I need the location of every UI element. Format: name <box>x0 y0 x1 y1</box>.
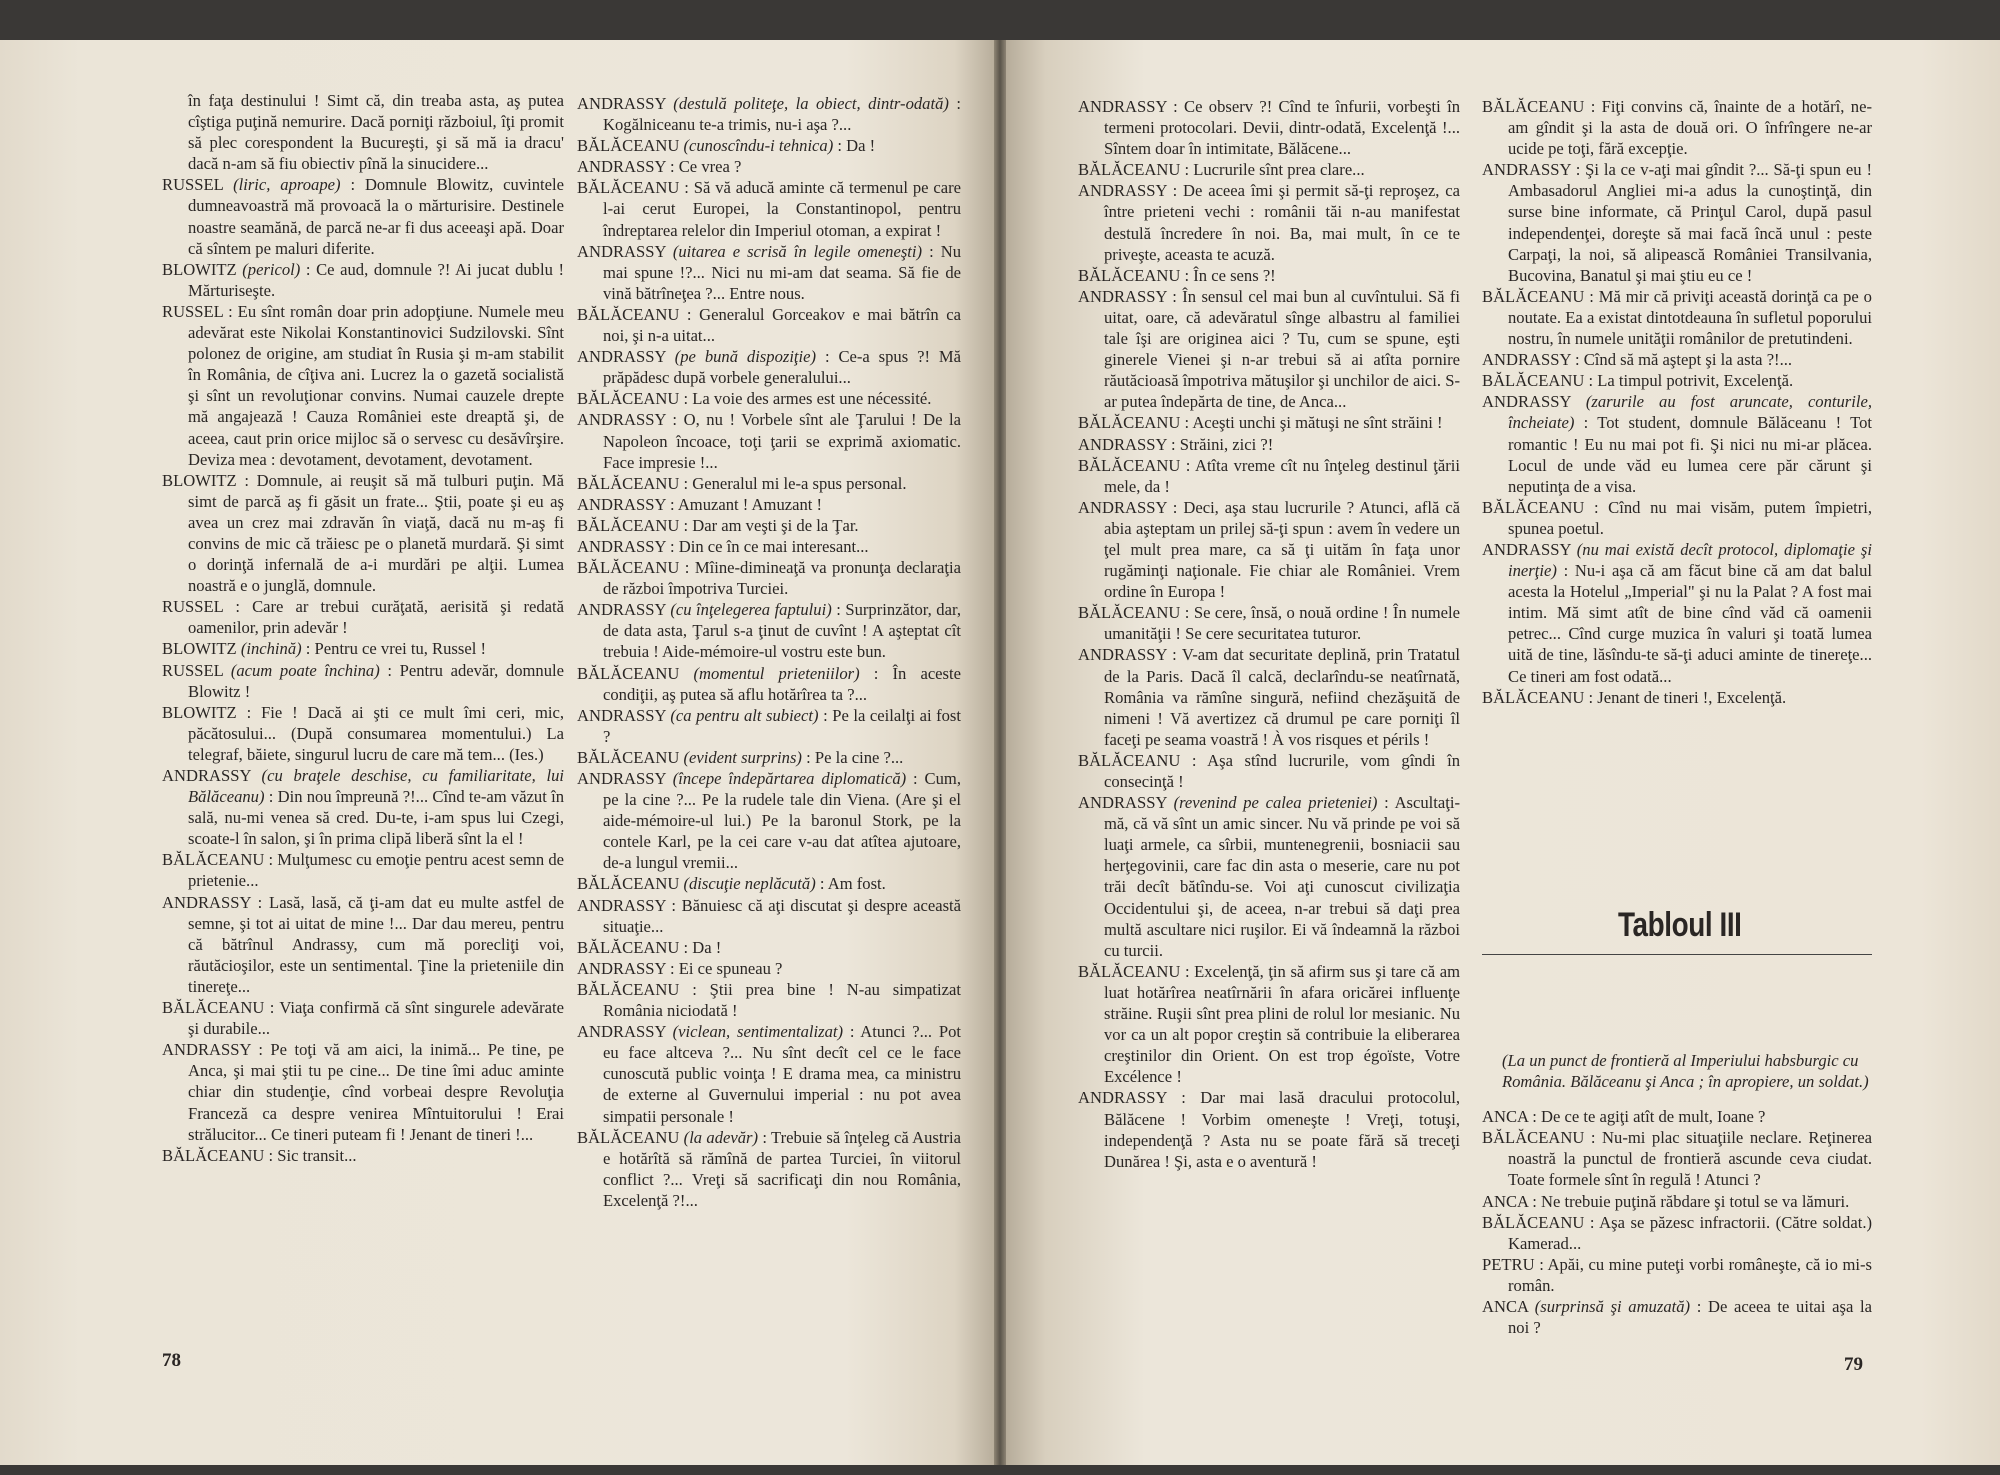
speaker-name: RUSSEL <box>162 175 224 195</box>
speaker-name: BĂLĂCEANU <box>1078 603 1181 623</box>
dialogue-line <box>1482 1106 1872 1127</box>
speaker-name: ANDRASSY <box>577 494 666 514</box>
dialogue-text: : Eu sînt român doar prin adopţiune. Numele meu adevărat este Nikolai Konstantinovici Sudzilovski. Sînt polonez de origine, am studiat în Rusia şi m-am stabilit în România, de cîţiva ani. Lucrez la o gazetă socialistă şi sînt un revoluţionar convins. Numai cauzele drepte mă angajează ! Cauza României este dreaptă şi, de aceea, caut prin orice mijloc să o servesc cu desăvîrşire. Deviza mea : devotament, devotament, devotament. <box>188 301 564 469</box>
dialogue-text: : De ce te agiţi atît de mult, Ioane ? <box>1532 1107 1766 1127</box>
dialogue-line <box>162 259 564 301</box>
speaker-name: ANCA <box>1482 1191 1529 1211</box>
speaker-name: BĂLĂCEANU <box>1078 750 1181 770</box>
dialogue-text: : Jenant de tineri !, Excelenţă. <box>1588 687 1787 707</box>
stage-note: (începe îndepărtarea diplomatică) <box>672 769 907 788</box>
speaker-name: BĂLĂCEANU <box>577 937 680 957</box>
speaker-name: BĂLĂCEANU <box>577 1127 680 1147</box>
speaker-name: ANDRASSY <box>1078 434 1167 454</box>
dialogue-text: : De aceea te uitai aşa la noi ? <box>1508 1297 1872 1338</box>
dialogue-line <box>1482 349 1872 370</box>
dialogue-line <box>577 346 961 388</box>
dialogue-line <box>577 768 961 873</box>
dialogue-line <box>162 660 564 702</box>
dialogue-text: : Domnule, ai reuşit să mă tulburi puţin. Mă simt de parcă aş fi găsit un frate... Ştii, poate şi eu aş avea un crez mai zdravăn în viaţă, dacă nu m-aş fi convins de mic că trăiesc pe o planetă murdară. Şi simt o dorinţă infernală de a-i murdări pe alţii. Lumea noastră e o junglă, domnule. <box>188 470 564 596</box>
dialogue-text: : Tot student, domnule Bălăceanu ! Tot romantic ! Eu nu mai pot fi. Şi nici nu mi-ar plăcea. Locul de unde văd eu lumea cere păr cărunt şi neputinţa de a visa. <box>1508 413 1872 496</box>
speaker-name: ANDRASSY <box>1078 97 1167 116</box>
speaker-name: BĂLĂCEANU <box>1482 1128 1585 1148</box>
stage-note: (nu mai există decît protocol, diplomaţie şi inerţie) <box>1508 539 1872 581</box>
dialogue-text: : Fiţi convins că, înainte de a hotărî, ne-am gîndit şi la asta de două ori. O înfrîngere ne-ar ucide pe toţi, fără excepţie. <box>1508 97 1872 159</box>
speaker-name: ANCA <box>1482 1107 1529 1127</box>
dialogue-line <box>577 1127 961 1211</box>
dialogue-text: : Ce vrea ? <box>669 157 742 177</box>
dialogue-text: : În ce sens ?! <box>1184 265 1276 285</box>
speaker-name: BĂLĂCEANU <box>577 663 680 683</box>
dialogue-text: : Ce observ ?! Cînd te înfurii, vorbeşti în termeni protocolari. Devii, dintr-odată, Excelenţă !... Sîntem doar în intimitate, Bălăcene... <box>1104 97 1460 159</box>
stage-note: (discuţie neplăcută) <box>683 874 816 894</box>
speaker-name: ANDRASSY <box>1482 392 1571 412</box>
dialogue-line <box>577 473 961 494</box>
speaker-name: ANDRASSY <box>577 600 666 620</box>
dialogue-line <box>1078 750 1460 792</box>
speaker-name: ANDRASSY <box>577 958 666 978</box>
dialogue-text: : Trebuie să înţeleg că Austria e hotărîtă să rămînă de partea Turciei, în viitorul conflict ?... Vreţi să sacrificaţi din nou România, Excelenţă ?!... <box>603 1127 962 1210</box>
right-column-2-bottom <box>1482 1050 1872 1338</box>
stage-note: (zarurile au fost aruncate, conturile, încheiate) <box>1508 392 1873 433</box>
stage-note: (ca pentru alt subiect) <box>670 705 819 725</box>
dialogue-line <box>577 557 961 599</box>
dialogue-text: : Din nou împreună ?!... Cînd te-am văzut în sală, nu-mi venea să cred. Du-te, i-am spus lui Czegi, scoate-l în salon, şi în prima clipă liberă sînt la el ! <box>188 787 564 849</box>
dialogue-line <box>577 241 961 304</box>
dialogue-text: : Aşa se păzesc infractorii. (Către soldat.) Kamerad... <box>1508 1212 1872 1253</box>
dialogue-text: : Am fost. <box>819 874 886 894</box>
tableau-heading: Tabloul III <box>1618 906 1742 944</box>
dialogue-text: : Aceşti unchi şi mătuşi ne sînt străini ! <box>1184 413 1443 433</box>
dialogue-line <box>1078 602 1460 644</box>
dialogue-text: : Fie ! Dacă ai şti ce mult îmi ceri, mic, păcătosului... (După consumarea momentului.) La telegraf, băiete, singurul lucru de care mă tem... (Ies.) <box>188 702 564 764</box>
dialogue-text: : O, nu ! Vorbele sînt ale Ţarului ! De la Napoleon încoace, toţi ţarii se exprimă axiomatic. Face impresie !... <box>603 410 961 472</box>
dialogue-line <box>162 596 564 638</box>
dialogue-line <box>1482 370 1872 391</box>
dialogue-line <box>577 93 961 135</box>
dialogue-text: : Pe la ceilalţi ai fost ? <box>603 705 961 746</box>
dialogue-line <box>162 1145 564 1166</box>
dialogue-line <box>1078 1087 1460 1171</box>
stage-note: (liric, aproape) <box>233 175 341 195</box>
dialogue-text: : Bănuiesc că aţi discutat şi despre această situaţie... <box>603 895 962 936</box>
dialogue-line <box>162 892 564 997</box>
speaker-name: BĂLĂCEANU <box>1482 371 1585 391</box>
speaker-name: BĂLĂCEANU <box>1078 413 1181 433</box>
dialogue-text: : Deci, aşa stau lucrurile ? Atunci, află că abia aşteptam un prilej să-ţi spun : avem în vedere un ţel mult prea mare, ca să ţi uităm în faţa unor rugăminţi naţionale. Fie chiar ale României. Vrem ordine în Europa ! <box>1104 497 1460 602</box>
speaker-name: ANDRASSY <box>577 1022 666 1042</box>
speaker-name: ANDRASSY <box>1078 286 1167 306</box>
left-page <box>0 40 994 1465</box>
right-column-2 <box>1482 96 1872 708</box>
stage-note: (acum poate închina) <box>230 660 380 680</box>
dialogue-text: : Kogălniceanu te-a trimis, nu-i aşa ?... <box>603 94 961 135</box>
dialogue-text: : Dar am veşti şi de la Ţar. <box>683 515 859 535</box>
heading-rule <box>1482 954 1872 955</box>
page-number-right: 79 <box>1844 1354 1863 1375</box>
right-column-1 <box>1078 96 1460 1172</box>
speaker-name: BĂLĂCEANU <box>1482 1212 1585 1232</box>
dialogue-text: : În aceste condiţii, aş putea să aflu hotărîrea ta ?... <box>603 663 961 704</box>
dialogue-line <box>162 1039 564 1144</box>
speaker-name: ANDRASSY <box>162 766 251 785</box>
dialogue-line <box>1078 497 1460 602</box>
dialogue-text: : Care ar trebui curăţată, aerisită şi redată oamenilor, prin adevăr ! <box>188 597 564 638</box>
speaker-name: BĂLĂCEANU <box>577 136 680 156</box>
dialogue-text: : Domnule Blowitz, cuvintele dumneavoastră mă provoacă la o mărturisire. Destinele noastre seamănă, de parcă ne-ar fi dus aceeaşi apă. Doar că sîntem pe maluri diferite. <box>188 175 565 258</box>
dialogue-line <box>577 705 961 747</box>
dialogue-line <box>577 747 961 768</box>
speaker-name: ANDRASSY <box>577 895 666 915</box>
dialogue-text: : În sensul cel mai bun al cuvîntului. Să fi uitat, oare, că adevăratul sînge albastru al familiei tale îşi are originea aici ? Tu, cum se spune, eşti ginerele Vienei şi n-ar trebui să ai atîta pornire răutăcioasă împotriva mătuşilor şi unchilor de aici. S-ar putea îndepărta de tine, de Anca... <box>1104 286 1460 412</box>
dialogue-text: : Din ce în ce mai interesant... <box>669 536 869 556</box>
speaker-name: BĂLĂCEANU <box>1078 455 1181 475</box>
speaker-name: BĂLĂCEANU <box>162 1145 265 1165</box>
dialogue-text: : Lucrurile sînt prea clare... <box>1184 160 1365 180</box>
speaker-name: ANDRASSY <box>577 347 666 367</box>
dialogue-line <box>1078 434 1460 455</box>
speaker-name: BĂLĂCEANU <box>1482 497 1585 517</box>
speaker-name: BLOWITZ <box>162 259 237 279</box>
dialogue-line <box>577 979 961 1021</box>
dialogue-text: : Pe toţi vă am aici, la inimă... Pe tine, pe Anca, şi mai ştii tu pe cine... De tine îmi aduc aminte chiar din studenţie, cînd vorbeai despre Revoluţia Franceză ca despre venirea Mîntuitorului ! Erai strălucitor... Ce tineri puteam fi ! Jenant de tineri !... <box>188 1040 564 1144</box>
dialogue-text: : Da ! <box>683 937 722 957</box>
book-gutter <box>994 40 1006 1465</box>
dialogue-text: : Generalul Gorceakov e mai bătrîn ca noi, şi n-a uitat... <box>603 304 961 346</box>
dialogue-text: : Apăi, cu mine puteţi vorbi româneşte, că io mi-s român. <box>1508 1254 1872 1295</box>
dialogue-line <box>1482 1296 1872 1338</box>
speaker-name: BĂLĂCEANU <box>577 979 680 999</box>
dialogue-line <box>1078 159 1460 180</box>
speaker-name: ANDRASSY <box>1078 793 1167 813</box>
speaker-name: RUSSEL <box>162 301 224 321</box>
dialogue-text: : Pentru ce vrei tu, Russel ! <box>305 639 486 659</box>
speaker-name: ANDRASSY <box>162 1040 251 1060</box>
dialogue-line <box>1482 539 1872 687</box>
dialogue-line <box>162 90 564 174</box>
dialogue-text: : Ascultaţi-mă, că vă sînt un amic sincer. Nu vă prinde pe voi să luaţi armele, ca sîrbii, muntenegrenii, bosniacii sau herţegovinii, care fac din asta o meserie, care nu pot trăi decît bătîndu-se. Voi aţi cunoscut civilizaţia Occidentului şi, de aceea, n-ar trebui să daţi prea multă ascultare nici ruşilor. Ei vă îndeamnă la război cu turcii. <box>1104 793 1461 960</box>
dialogue-line <box>1482 1254 1872 1296</box>
dialogue-text: : Mîine-dimineaţă va pronunţa declaraţia de război împotriva Turciei. <box>603 558 961 599</box>
dialogue-line <box>1482 159 1872 286</box>
dialogue-text: : Excelenţă, ţin să afirm sus şi tare că am luat hotărîrea neatîrnării în afara oricărei influenţe străine. Ruşii sînt prea plini de rolul lor mesianic. Nu vor ca un alt popor creştin să contribuie la eliberarea creştinilor din Orient. On est trop égoïste, Votre Excélence ! <box>1104 961 1460 1087</box>
dialogue-line <box>1078 96 1460 159</box>
tableau-dialogue <box>1482 1106 1872 1338</box>
left-column-2 <box>577 93 961 1211</box>
dialogue-text: : Surprinzător, dar, de data asta, Ţarul s-a ţinut de cuvînt ! A aşteptat cît trebuia ! Aide-mémoire-ul vostru este bun. <box>603 600 961 662</box>
stage-direction: (La un punct de frontieră al Imperiului habsburgic cu România. Bălăceanu şi Anca ; în apropiere, un soldat.) <box>1502 1051 1869 1092</box>
dialogue-text: : Cum, pe la cine ?... Pe la rudele tale din Viena. (Are şi el aide-mémoire-ul lui.) Pe la baronul Stork, pe la contele Karl, pe la cei care v-au dat atîtea ajutoare, de-a lungul vremii... <box>603 769 961 873</box>
dialogue-text: : Lasă, lasă, că ţi-am dat eu multe astfel de semne, şi tot ai uitat de mine !... Dar dau mereu, pentru că bătrînul Andrassy, cum mă porecliţi voi, răutăcioşilor, este un sentimental. Ţine la prieteniile din tinereţe... <box>188 892 564 996</box>
page-number-left: 78 <box>162 1350 181 1371</box>
dialogue-line <box>162 849 564 891</box>
speaker-name: ANDRASSY <box>577 769 666 788</box>
dialogue-line <box>577 895 961 937</box>
speaker-name: ANDRASSY <box>577 157 666 177</box>
speaker-name: PETRU <box>1482 1254 1535 1274</box>
speaker-name: ANDRASSY <box>162 892 251 912</box>
stage-note: (viclean, sentimentalizat) <box>672 1022 844 1042</box>
speaker-name: ANDRASSY <box>1078 645 1167 665</box>
stage-note: (cunoscîndu-i tehnica) <box>683 136 834 156</box>
speaker-name: BĂLĂCEANU <box>577 874 680 894</box>
dialogue-text: : Aşa stînd lucrurile, vom gîndi în consecinţă ! <box>1104 750 1460 791</box>
dialogue-text: : Să vă aducă aminte că termenul pe care l-ai cerut Europei, la Constantinopol, pentru îndreptarea relelor din Imperiul otoman, a expirat ! <box>603 178 961 240</box>
dialogue-line <box>1078 961 1460 1088</box>
dialogue-text: : Mă mir că priviţi această dorinţă ca pe o noutate. Ea a existat dintotdeauna în sufletul poporului nostru, în numele unităţii românilor de pretutindeni. <box>1508 286 1872 349</box>
stage-note: (cu înţelegerea faptului) <box>670 600 832 620</box>
dialogue-line <box>577 599 961 662</box>
dialogue-line <box>577 958 961 979</box>
dialogue-text: : Pe la cine ?... <box>806 747 904 767</box>
dialogue-text: : Ştii prea bine ! N-au simpatizat România niciodată ! <box>603 979 961 1021</box>
stage-note: (pe bună dispoziţie) <box>674 347 817 367</box>
dialogue-text: : Atunci ?... Pot eu face altceva ?... Nu sînt decît cel ce le face cunoscută public voinţa ! E drama mea, ca ministru de externe al Guvernului imperial : nu pot avea simpatii personale ! <box>603 1022 961 1126</box>
dialogue-line <box>577 388 961 409</box>
dialogue-line <box>1482 1191 1872 1212</box>
right-page <box>1006 40 2000 1465</box>
dialogue-line <box>577 937 961 958</box>
stage-note: (inchină) <box>240 639 302 659</box>
stage-note: (uitarea e scrisă în legile omeneşti) <box>672 241 923 261</box>
dialogue-text: : Şi la ce v-aţi mai gîndit ?... Să-ţi spun eu ! Ambasadorul Angliei mi-a adus la cunoştinţă, din surse bine informate, că Prinţul Carol, după pasul independenţei, doreşte să mai facă încă unul : peste Carpaţi, la noi, să alipească României Transilvania, Bucovina, Banatul şi mai ştiu eu ce ! <box>1508 160 1872 285</box>
dialogue-line <box>1078 412 1460 433</box>
dialogue-line <box>162 765 564 849</box>
right-column-2-top <box>1482 96 1872 708</box>
dialogue-line <box>1078 265 1460 286</box>
dialogue-line <box>1482 497 1872 539</box>
dialogue-line <box>1078 455 1460 497</box>
speaker-name: RUSSEL <box>162 660 224 680</box>
speaker-name: ANDRASSY <box>1482 350 1571 370</box>
stage-note: (surprinsă şi amuzată) <box>1534 1297 1691 1317</box>
dialogue-line <box>1482 391 1872 496</box>
dialogue-text: : Cînd nu mai visăm, putem împietri, spunea poetul. <box>1508 497 1872 538</box>
dialogue-line <box>162 301 564 470</box>
dialogue-text: : La voie des armes est une nécessité. <box>683 389 932 409</box>
stage-note: (momentul prieteniilor) <box>693 663 860 683</box>
dialogue-text: : Mulţumesc cu emoţie pentru acest semn de prietenie... <box>188 850 564 891</box>
dialogue-line <box>577 177 961 240</box>
stage-note: (evident surprins) <box>683 747 802 767</box>
dialogue-line <box>577 494 961 515</box>
speaker-name: ANDRASSY <box>577 536 666 556</box>
dialogue-line <box>577 156 961 177</box>
dialogue-text: : Viaţa confirmă că sînt singurele adevărate şi durabile... <box>188 998 564 1039</box>
dialogue-line <box>162 702 564 765</box>
stage-note: (revenind pe calea prieteniei) <box>1173 793 1378 813</box>
speaker-name: BĂLĂCEANU <box>577 178 680 198</box>
dialogue-text: : Nu-mi plac situaţiile neclare. Reţinerea noastră la punctul de frontieră ascunde ceva ciudat. Toate formele sînt în regulă ! Atunci ? <box>1508 1128 1872 1190</box>
speaker-name: BĂLĂCEANU <box>577 747 680 767</box>
stage-note: (pericol) <box>242 259 301 279</box>
speaker-name: BĂLĂCEANU <box>1078 160 1181 180</box>
speaker-name: ANDRASSY <box>1078 497 1167 517</box>
dialogue-text: : Se cere, însă, o nouă ordine ! În numele umanităţii ! Se cere securitatea tuturor. <box>1104 603 1460 644</box>
dialogue-text: : Da ! <box>837 136 876 156</box>
dialogue-text: : V-am dat securitate deplină, prin Tratatul de la Paris. Dacă îl calcă, declarîndu-se neatîrnată, România va rămîne singură, nefiind chezăşuită de nimeni ! Vă avertizez că drumul pe care porniţi îl faceţi pe seama voastră ! À vos risques et périls ! <box>1104 645 1460 749</box>
speaker-name: ANDRASSY <box>577 241 666 261</box>
speaker-name: BĂLĂCEANU <box>1078 265 1181 285</box>
dialogue-line <box>1482 687 1872 708</box>
dialogue-text: : Nu mai spune !?... Nici nu mi-am dat seama. Să fie de vină bătrîneţea ?... Entre nous. <box>603 241 961 303</box>
dialogue-line <box>162 638 564 659</box>
speaker-name: BĂLĂCEANU <box>577 515 680 535</box>
speaker-name: BLOWITZ <box>162 470 237 490</box>
speaker-name: BĂLĂCEANU <box>162 850 265 870</box>
dialogue-text: : La timpul potrivit, Excelenţă. <box>1588 371 1794 391</box>
dialogue-text: : Cînd să mă aştept şi la asta ?!... <box>1574 350 1793 370</box>
dialogue-text: : Atîta vreme cît nu înţeleg destinul ţării mele, da ! <box>1104 455 1460 496</box>
speaker-name: BĂLĂCEANU <box>1482 286 1585 306</box>
speaker-name: ANDRASSY <box>577 705 666 725</box>
speaker-name: BĂLĂCEANU <box>577 473 680 493</box>
dialogue-line <box>577 135 961 156</box>
dialogue-line <box>577 873 961 894</box>
speaker-name: BĂLĂCEANU <box>577 558 680 578</box>
speaker-name: ANDRASSY <box>1078 181 1167 201</box>
dialogue-text: : Pentru adevăr, domnule Blowitz ! <box>188 660 564 701</box>
dialogue-text: : De aceea îmi şi permit să-ţi reproşez, ca între prieteni vechi : românii tăi n-au manifestat destulă încredere în noi. Ba, mai mult, în ce te priveşte, aceasta te acuză. <box>1104 181 1460 264</box>
dialogue-line <box>577 515 961 536</box>
dialogue-text: : Sic transit... <box>268 1145 357 1165</box>
speaker-name: BĂLĂCEANU <box>577 304 680 324</box>
dialogue-text: : Ce-a spus ?! Mă prăpădesc după vorbele generalului... <box>603 347 961 388</box>
dialogue-text: : Nu-i aşa că am făcut bine că am dat balul acesta la Hotelul „Imperial" şi nu la Palat ? A fost mai intim. Mă simt atît de bine cînd văd că oamenii petrec... Cînd curge muzica în valuri şi toată lumea uită de tine, lăsîndu-te să-ţi aduci aminte de tinereţe... Ce tineri am fost odată... <box>1508 561 1873 686</box>
dialogue-text: : Ce aud, domnule ?! Ai jucat dublu ! Mărturiseşte. <box>188 259 564 300</box>
dialogue-line <box>577 409 961 472</box>
dialogue-text: : Generalul mi le-a spus personal. <box>683 473 907 493</box>
speaker-name: BLOWITZ <box>162 702 237 722</box>
dialogue-text: : Dar mai lasă dracului protocolul, Bălăcene ! Vorbim omeneşte ! Vreţi, totuşi, independenţă ? Asta nu se poate fără să treceţi Dunărea ! Şi, asta e o aventură ! <box>1104 1088 1460 1171</box>
dialogue-line <box>577 304 961 346</box>
dialogue-text: : Străini, zici ?! <box>1170 434 1274 454</box>
speaker-name: ANDRASSY <box>1482 539 1571 559</box>
speaker-name: BLOWITZ <box>162 639 237 659</box>
dialogue-line <box>577 536 961 557</box>
dialogue-text: în faţa destinului ! Simt că, din treaba asta, aş putea cîştiga puţină nemurire. Dacă porniţi războiul, îţi promit să plec corespondent la Bucureşti, şi să mă ia dracu' dacă n-am să fiu obiectiv pînă la sinucidere... <box>188 91 564 174</box>
speaker-name: ANDRASSY <box>577 94 666 113</box>
speaker-name: BĂLĂCEANU <box>1482 97 1585 116</box>
left-column-1 <box>162 90 564 1166</box>
dialogue-line <box>1482 96 1872 159</box>
dialogue-line <box>162 174 564 258</box>
dialogue-line <box>1078 792 1460 961</box>
dialogue-line <box>162 470 564 597</box>
dialogue-text: : Ne trebuie puţină răbdare şi totul se va lămuri. <box>1532 1191 1850 1211</box>
dialogue-text: : Ei ce spuneau ? <box>669 958 783 978</box>
speaker-name: ANDRASSY <box>1078 1088 1167 1108</box>
speaker-name: RUSSEL <box>162 597 224 617</box>
dialogue-line <box>1482 1127 1872 1190</box>
dialogue-line <box>1078 180 1460 264</box>
dialogue-line <box>162 997 564 1039</box>
stage-note: (destulă politeţe, la obiect, dintr-odată) <box>673 94 949 113</box>
stage-note: (cu braţele deschise, cu familiaritate, lui Bălăceanu) <box>188 766 564 807</box>
dialogue-line <box>1078 644 1460 749</box>
speaker-name: BĂLĂCEANU <box>1482 687 1585 707</box>
speaker-name: ANCA <box>1482 1297 1529 1317</box>
dialogue-line <box>577 663 961 705</box>
dialogue-line <box>1482 286 1872 349</box>
speaker-name: ANDRASSY <box>577 410 666 430</box>
dialogue-line <box>1482 1212 1872 1254</box>
speaker-name: BĂLĂCEANU <box>577 389 680 409</box>
dialogue-line <box>577 1021 961 1126</box>
dialogue-line <box>1078 286 1460 413</box>
speaker-name: ANDRASSY <box>1482 160 1571 180</box>
speaker-name: BĂLĂCEANU <box>162 998 265 1018</box>
dialogue-text: : Amuzant ! Amuzant ! <box>669 494 823 514</box>
speaker-name: BĂLĂCEANU <box>1078 961 1181 981</box>
stage-note: (la adevăr) <box>683 1127 759 1147</box>
